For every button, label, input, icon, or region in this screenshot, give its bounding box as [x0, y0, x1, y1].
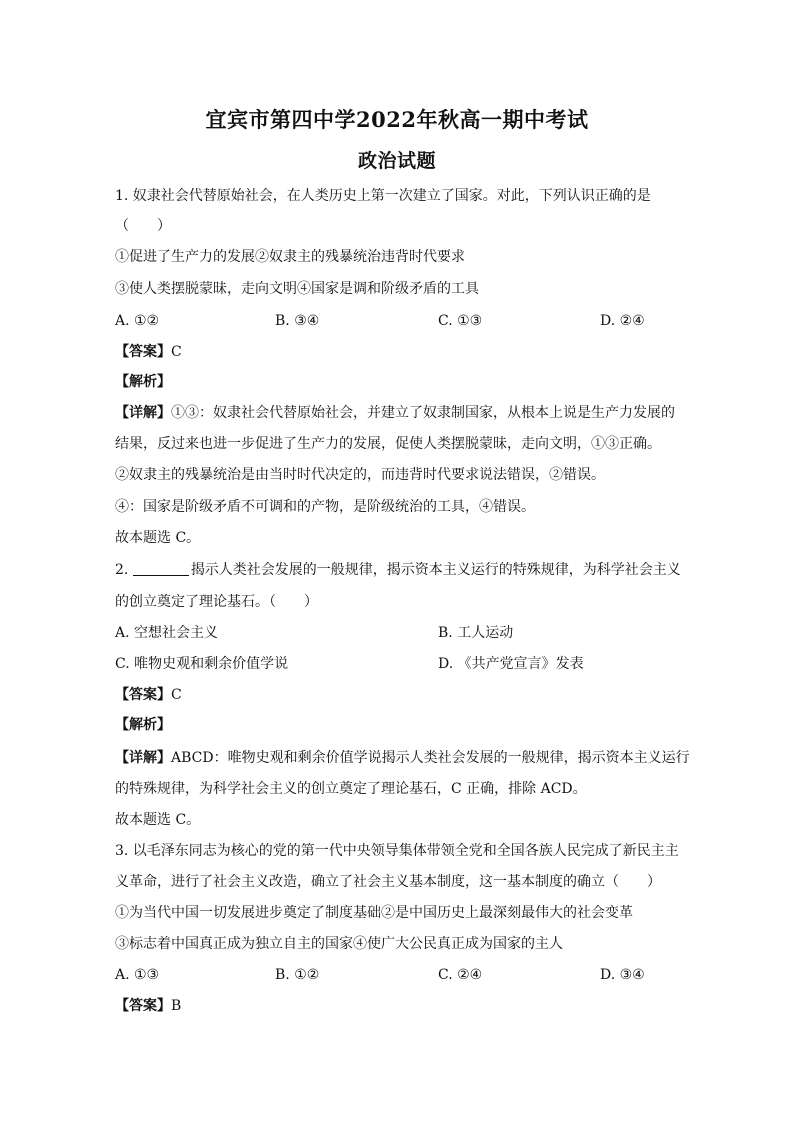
q3-option-c: C. ②④: [438, 967, 483, 983]
q1-statement2: ③使人类摆脱蒙昧，走向文明④国家是调和阶级矛盾的工具: [115, 281, 479, 297]
q2-analysis-label: [115, 716, 171, 734]
q2-stem-line2: 的创立奠定了理论基石。（ ）: [115, 594, 318, 610]
q2-option-a: A. 空想社会主义: [115, 625, 219, 641]
exam-title: 宜宾市第四中学2022年秋高一期中考试: [205, 107, 589, 132]
q2-option-c: C. 唯物史观和剩余价值学说: [115, 656, 289, 672]
answer-label: 【答案】: [115, 687, 171, 703]
answer-value: C: [171, 344, 182, 360]
answer-label: 【答案】: [115, 998, 171, 1014]
q2-stem-line1: [115, 561, 681, 579]
fill-in-blank: [133, 561, 189, 576]
q1-option-d: D. ②④: [600, 313, 645, 329]
q2-stem-text: 揭示人类社会发展的一般规律，揭示资本主义运行的特殊规律，为科学社会主义: [190, 562, 681, 578]
q1-analysis-label: [115, 373, 171, 391]
detail-text: ①③：奴隶社会代替原始社会，并建立了奴隶制国家，从根本上说是生产力发展的: [171, 405, 675, 421]
q1-detail-line1: [115, 404, 675, 422]
q3-answer: [115, 997, 181, 1015]
q1-stem-line1: 1. 奴隶社会代替原始社会，在人类历史上第一次建立了国家。对此，下列认识正确的是: [115, 188, 651, 204]
answer-value: C: [171, 687, 182, 703]
detail-text: ABCD：唯物史观和剩余价值学说揭示人类社会发展的一般规律，揭示资本主义运行: [171, 750, 690, 766]
exam-subtitle: 政治试题: [357, 150, 436, 172]
q2-answer: [115, 686, 182, 704]
answer-value: B: [171, 998, 182, 1014]
q3-statement1: ①为当代中国一切发展进步奠定了制度基础②是中国历史上最深刻最伟大的社会变革: [115, 905, 633, 921]
q3-stem-line2: 义革命，进行了社会主义改造，确立了社会主义基本制度，这一基本制度的确立（ ）: [115, 874, 661, 890]
q3-stem-line1: 3. 以毛泽东同志为核心的党的第一代中央领导集体带领全党和全国各族人民完成了新民主主: [115, 843, 679, 859]
q1-answer: [115, 343, 182, 361]
q1-option-a: A. ①②: [115, 313, 160, 329]
q2-number: 2.: [115, 562, 129, 578]
q2-detail-line2: 的特殊规律，为科学社会主义的创立奠定了理论基石，C 正确，排除 ACD。: [115, 781, 587, 797]
analysis-label: 【解析】: [115, 717, 171, 733]
q2-option-d: D. 《共产党宣言》发表: [438, 656, 584, 672]
q2-conclusion: 故本题选 C。: [115, 812, 201, 828]
q3-statement2: ③标志着中国真正成为独立自主的国家④使广大公民真正成为国家的主人: [115, 936, 563, 952]
q3-option-a: A. ①③: [115, 967, 160, 983]
q1-detail-line3: ②奴隶主的残暴统治是由当时时代决定的，而违背时代要求说法错误，②错误。: [115, 467, 605, 483]
q2-option-b: B. 工人运动: [438, 625, 514, 641]
q1-option-c: C. ①③: [438, 313, 483, 329]
q1-option-b: B. ③④: [275, 313, 320, 329]
q1-detail-line4: ④：国家是阶级矛盾不可调和的产物，是阶级统治的工具，④错误。: [115, 499, 535, 515]
q1-conclusion: 故本题选 C。: [115, 530, 201, 546]
answer-label: 【答案】: [115, 344, 171, 360]
q3-option-d: D. ③④: [600, 967, 645, 983]
detail-label: 【详解】: [115, 750, 171, 766]
q3-option-b: B. ①②: [275, 967, 320, 983]
detail-label: 【详解】: [115, 405, 171, 421]
q1-statement1: ①促进了生产力的发展②奴隶主的残暴统治违背时代要求: [115, 249, 465, 265]
q1-stem-line2: （ ）: [115, 218, 171, 234]
analysis-label: 【解析】: [115, 374, 171, 390]
q1-detail-line2: 结果，反过来也进一步促进了生产力的发展，促使人类摆脱蒙昧，走向文明，①③正确。: [115, 436, 661, 452]
q2-detail-line1: [115, 749, 690, 767]
